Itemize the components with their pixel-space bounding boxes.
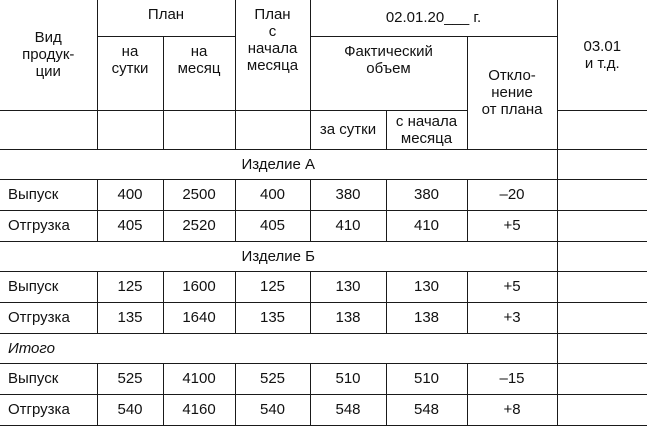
plan-day-cell: 540 [97, 394, 163, 425]
next-dates-cell [557, 210, 647, 241]
plan-month-cell: 2500 [163, 179, 235, 210]
plan-month-cell: 2520 [163, 210, 235, 241]
header-spacer-product [0, 110, 97, 149]
fact-day-cell: 548 [310, 394, 386, 425]
header-spacer-month [163, 110, 235, 149]
row-label: Выпуск [0, 363, 97, 394]
fact-day-cell: 130 [310, 271, 386, 302]
header-spacer-next [557, 110, 647, 149]
fact-day-cell: 380 [310, 179, 386, 210]
header-next-dates: 03.01 и т.д. [557, 0, 647, 110]
plan-since-start-cell: 135 [235, 302, 310, 333]
next-dates-cell [557, 271, 647, 302]
header-actual-per-day: за сутки [310, 110, 386, 149]
header-actual-volume: Фактический объем [310, 36, 467, 110]
deviation-cell: –20 [467, 179, 557, 210]
fact-day-cell: 510 [310, 363, 386, 394]
fact-since-start-cell: 548 [386, 394, 467, 425]
header-date: 02.01.20___ г. [310, 0, 557, 36]
plan-day-cell: 135 [97, 302, 163, 333]
header-deviation: Откло- нение от плана [467, 36, 557, 149]
section-row [0, 241, 647, 271]
next-dates-cell [557, 302, 647, 333]
header-plan-per-month: на месяц [163, 36, 235, 110]
table-row [0, 179, 647, 210]
section-next-dates-cell [557, 333, 647, 363]
table-row [0, 363, 647, 394]
plan-day-cell: 405 [97, 210, 163, 241]
header-plan: План [97, 0, 235, 36]
plan-since-start-cell: 125 [235, 271, 310, 302]
plan-month-cell: 4160 [163, 394, 235, 425]
header-plan-since-month-start: План с начала месяца [235, 0, 310, 110]
next-dates-cell [557, 363, 647, 394]
section-row [0, 149, 647, 179]
table-row [0, 394, 647, 425]
deviation-cell: –15 [467, 363, 557, 394]
plan-since-start-cell: 540 [235, 394, 310, 425]
section-next-dates-cell [557, 241, 647, 271]
table-row [0, 210, 647, 241]
header-actual-since-month-start: с начала месяца [386, 110, 467, 149]
section-row [0, 333, 647, 363]
plan-month-cell: 4100 [163, 363, 235, 394]
row-label: Отгрузка [0, 302, 97, 333]
table-row [0, 302, 647, 333]
deviation-cell: +3 [467, 302, 557, 333]
plan-month-cell: 1600 [163, 271, 235, 302]
header-product-type: Вид продук- ции [0, 0, 97, 110]
plan-month-cell: 1640 [163, 302, 235, 333]
plan-since-start-cell: 400 [235, 179, 310, 210]
plan-day-cell: 125 [97, 271, 163, 302]
deviation-cell: +5 [467, 210, 557, 241]
fact-since-start-cell: 410 [386, 210, 467, 241]
header-spacer-day [97, 110, 163, 149]
plan-since-start-cell: 405 [235, 210, 310, 241]
row-label: Выпуск [0, 179, 97, 210]
fact-since-start-cell: 380 [386, 179, 467, 210]
fact-since-start-cell: 510 [386, 363, 467, 394]
fact-since-start-cell: 138 [386, 302, 467, 333]
section-title: Изделие Б [0, 241, 557, 271]
section-title: Итого [0, 333, 557, 363]
fact-since-start-cell: 130 [386, 271, 467, 302]
row-label: Выпуск [0, 271, 97, 302]
section-next-dates-cell [557, 149, 647, 179]
row-label: Отгрузка [0, 394, 97, 425]
fact-day-cell: 138 [310, 302, 386, 333]
deviation-cell: +5 [467, 271, 557, 302]
header-spacer-since [235, 110, 310, 149]
table-row [0, 271, 647, 302]
plan-day-cell: 525 [97, 363, 163, 394]
fact-day-cell: 410 [310, 210, 386, 241]
deviation-cell: +8 [467, 394, 557, 425]
plan-since-start-cell: 525 [235, 363, 310, 394]
next-dates-cell [557, 394, 647, 425]
section-title: Изделие А [0, 149, 557, 179]
plan-day-cell: 400 [97, 179, 163, 210]
next-dates-cell [557, 179, 647, 210]
row-label: Отгрузка [0, 210, 97, 241]
header-plan-per-day: на сутки [97, 36, 163, 110]
